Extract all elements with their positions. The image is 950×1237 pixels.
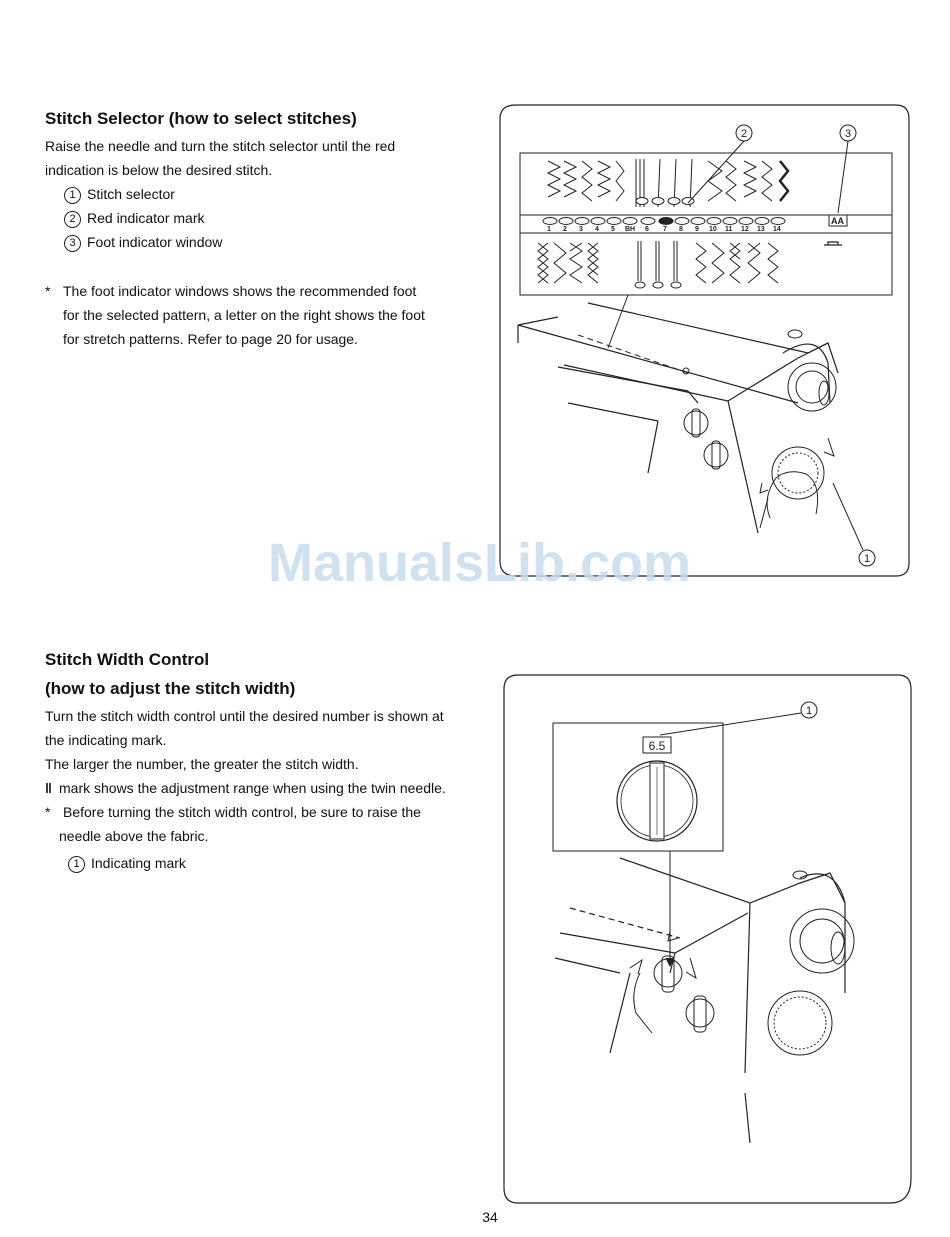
legend-number: 2: [64, 211, 81, 228]
dial-number: 5: [611, 226, 615, 233]
section1-legend-list: [64, 182, 222, 254]
legend-number: 1: [68, 856, 85, 873]
stitch-selector-illustration: [498, 103, 912, 579]
page-number: 34: [482, 1209, 498, 1225]
legend-number: 1: [64, 187, 81, 204]
legend-label: Red indicator mark: [87, 210, 205, 226]
note-asterisk: *: [45, 283, 51, 299]
legend-number: 3: [64, 235, 81, 252]
legend-item-red-indicator: [64, 206, 222, 230]
dial-number: 2: [563, 226, 567, 233]
dial-number: BH: [625, 226, 636, 233]
stitch-width-illustration: [500, 673, 914, 1207]
legend-item-foot-window: [64, 230, 222, 254]
twin-needle-text: mark shows the adjustment range when using the twin needle.: [59, 780, 446, 796]
dial-number: 4: [595, 226, 599, 233]
note-line3: for stretch patterns. Refer to page 20 for usage.: [63, 331, 358, 347]
dial-number: 6: [645, 226, 649, 233]
section2-para-line3: The larger the number, the greater the stitch width.: [45, 756, 359, 772]
dial-number: 14: [773, 226, 781, 233]
callout-3: 3: [844, 128, 852, 140]
legend-label: Foot indicator window: [87, 234, 223, 250]
section1-intro-line1: Raise the needle and turn the stitch selector until the red: [45, 138, 396, 154]
dial-number: 13: [757, 226, 765, 233]
dial-number: 11: [725, 226, 733, 233]
note-line1: The foot indicator windows shows the recommended foot: [63, 283, 417, 299]
dial-value: 6.5: [648, 739, 666, 753]
callout-1: 1: [805, 705, 813, 717]
stitch-width-figure: [500, 673, 914, 1207]
section1-intro-line2: indication is below the desired stitch.: [45, 162, 273, 178]
note-asterisk: *: [45, 804, 51, 820]
section2-note-line2: needle above the fabric.: [59, 828, 209, 844]
section2-title-line1: Stitch Width Control: [45, 650, 210, 669]
stitch-selector-figure: [498, 103, 912, 579]
watermark: ManualsLib.com: [268, 533, 692, 593]
note-line2: for the selected pattern, a letter on the right shows the foot: [63, 307, 425, 323]
legend-item-stitch-selector: [64, 182, 222, 206]
section2-paragraph: [45, 704, 495, 848]
twin-needle-icon: ǁ: [45, 780, 50, 796]
section2-para-line1: Turn the stitch width control until the desired number is shown at: [45, 708, 444, 724]
dial-number: 7: [663, 226, 667, 233]
section1-note: [45, 279, 495, 351]
callout-2: 2: [740, 128, 748, 140]
dial-number: 9: [695, 226, 699, 233]
dial-number: 10: [709, 226, 717, 233]
dial-number: 3: [579, 226, 583, 233]
section2-para-line2: the indicating mark.: [45, 732, 167, 748]
dial-number: 8: [679, 226, 683, 233]
legend-label: Stitch selector: [87, 186, 175, 202]
section2-note-line1: Before turning the stitch width control, be sure to raise the: [63, 804, 421, 820]
section2-title-line2: (how to adjust the stitch width): [45, 679, 296, 698]
section1-intro: [45, 134, 495, 182]
callout-1: 1: [863, 553, 871, 565]
legend-item-indicating-mark: [68, 851, 186, 875]
dial-number: 1: [547, 226, 551, 233]
foot-indicator-letters: AA: [831, 216, 844, 226]
section1-title: Stitch Selector (how to select stitches): [45, 109, 357, 128]
twin-needle-line: [45, 776, 495, 800]
legend-label: Indicating mark: [91, 855, 186, 871]
dial-number: 12: [741, 226, 749, 233]
